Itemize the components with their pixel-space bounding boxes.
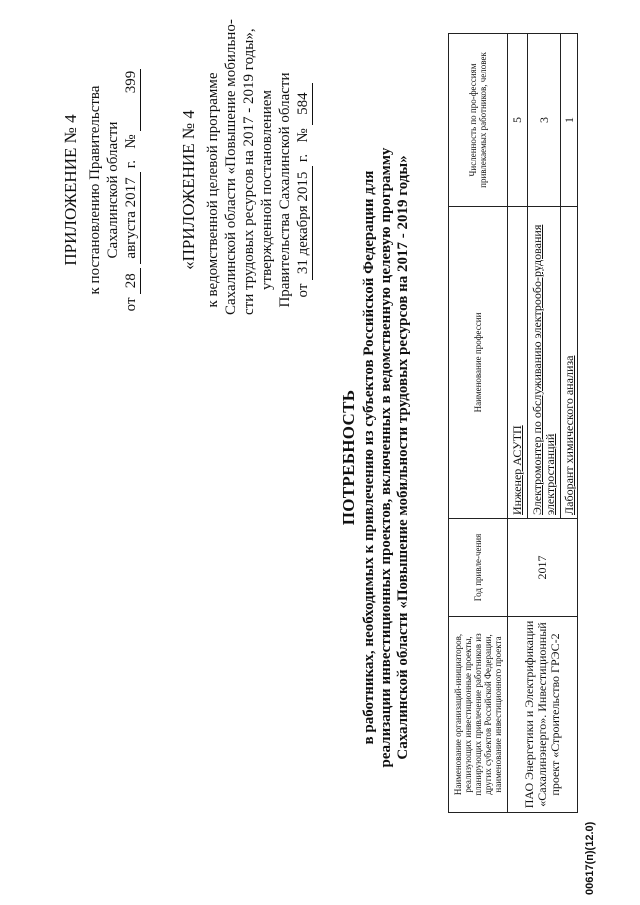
appendix-old-line5: Правительства Сахалинской области: [277, 72, 293, 308]
appendix-old-number-label: №: [295, 128, 311, 143]
appendix-new-title: ПРИЛОЖЕНИЕ № 4: [61, 114, 80, 266]
document-heading: [340, 105, 412, 810]
header-organization: Наименование организаций-инициаторов, реализующих инвестиционные проекты, планирующих привлечение работников из других субъектов Российской Федерации, наименование инвестиционного проекта: [449, 617, 508, 813]
header-count: Численность по про-фессиям привлекаемых работников, человек: [449, 34, 508, 207]
appendix-old-line1: к ведомственной целевой программе: [205, 72, 221, 308]
appendix-old-date: 31 декабря 2015: [294, 166, 313, 280]
heading-line1: в работниках, необходимых к привлечению из субъектов Российской Федерации для: [361, 170, 377, 745]
appendix-new-month-year: августа 2017: [122, 172, 141, 264]
appendix-old-from-label: от: [295, 283, 311, 298]
table-row: [508, 34, 528, 813]
appendix-new-date-line: [122, 65, 141, 315]
appendix-new-block: [62, 65, 141, 315]
table-header-row: [449, 34, 508, 813]
heading-line2: реализации инвестиционных проектов, включенных в ведомственную целевую программу: [378, 147, 394, 768]
appendix-new-number: 399: [122, 69, 141, 131]
appendix-old-title: «ПРИЛОЖЕНИЕ № 4: [179, 110, 198, 270]
profession-cell: Лаборант химического анализа: [561, 207, 578, 519]
appendix-old-block: [179, 19, 313, 315]
appendix-new-number-label: №: [123, 134, 139, 149]
profession-cell: Инженер АСУТП: [508, 207, 528, 519]
organization-cell: ПАО Энергетики и Электрификации «Сахалинэнерго». Инвестиционный проект «Строительство ГРЭС-2: [508, 617, 578, 813]
header-year: Год привле-чения: [449, 519, 508, 617]
appendix-new-from-label: от: [123, 297, 139, 312]
header-profession: Наименование профессии: [449, 207, 508, 519]
appendix-old-number: 584: [294, 83, 313, 125]
appendix-new-line1: к постановлению Правительства: [87, 85, 103, 295]
heading-title: ПОТРЕБНОСТЬ: [339, 389, 358, 526]
document-code: 00617(п)(12.0): [584, 821, 596, 895]
appendix-old-year-suffix: г.: [295, 153, 311, 163]
year-cell: 2017: [508, 519, 578, 617]
appendix-new-line2: Сахалинской области: [105, 121, 121, 259]
appendix-new-day: 28: [122, 268, 141, 294]
appendix-old-line3: сти трудовых ресурсов на 2017 - 2019 годы»,: [241, 28, 257, 315]
count-cell: 3: [528, 34, 561, 207]
heading-line3: Сахалинской области «Повышение мобильности трудовых ресурсов на 2017 - 2019 годы»: [395, 155, 411, 760]
appendix-new-year-suffix: г.: [123, 160, 139, 169]
appendix-old-line4: утвержденной постановлением: [259, 90, 275, 290]
count-cell: 1: [561, 34, 578, 207]
count-cell: 5: [508, 34, 528, 207]
workers-need-table: [448, 33, 578, 813]
appendix-old-line2: Сахалинской области «Повышение мобильно-: [223, 19, 239, 315]
profession-cell: Электромонтер по обслуживанию электрообо-рудования электростанций: [528, 207, 561, 519]
appendix-old-date-line: [294, 65, 313, 315]
